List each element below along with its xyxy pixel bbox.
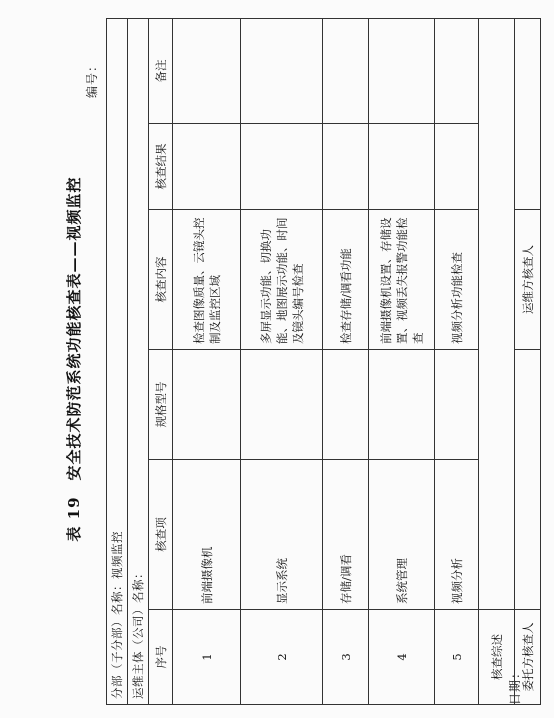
row-content: 视频分析功能检查 <box>435 210 479 350</box>
header-spec: 规格型号 <box>149 350 173 460</box>
header-result: 核查结果 <box>149 124 173 210</box>
row-no: 2 <box>241 610 323 705</box>
summary-row <box>479 18 515 704</box>
operator-line: 运维主体（公司）名称： <box>128 18 149 704</box>
summary-label: 核查综述 <box>479 610 515 705</box>
row-result <box>323 124 369 210</box>
number-label: 编号： <box>85 58 99 98</box>
table-row <box>173 18 241 704</box>
table-row <box>435 18 479 704</box>
row-content: 检查图像质量、云镜头控制及监控区域 <box>173 210 241 350</box>
row-remark <box>241 18 323 123</box>
row-spec <box>435 350 479 460</box>
row-remark <box>435 18 479 123</box>
row-no: 4 <box>369 610 435 705</box>
row-content: 多屏显示功能、切换功能、地图展示功能、时间及镜头编号检查 <box>241 210 323 350</box>
row-no: 5 <box>435 610 479 705</box>
table-row <box>369 18 435 704</box>
row-content: 检查存储/调看功能 <box>323 210 369 350</box>
row-remark <box>369 18 435 123</box>
row-remark <box>323 18 369 123</box>
row-remark <box>173 18 241 123</box>
row-spec <box>323 350 369 460</box>
row-item: 存储/调看 <box>323 460 369 610</box>
row-spec <box>173 350 241 460</box>
operator-checker-value <box>515 18 541 209</box>
header-remark: 备注 <box>149 18 173 123</box>
row-no: 3 <box>323 610 369 705</box>
row-item: 系统管理 <box>369 460 435 610</box>
summary-value <box>479 18 515 609</box>
row-item: 视频分析 <box>435 460 479 610</box>
table-row <box>323 18 369 704</box>
operator-checker-label: 运维方核查人 <box>515 210 541 350</box>
row-no: 1 <box>173 610 241 705</box>
row-result <box>435 124 479 210</box>
row-spec <box>369 350 435 460</box>
division-line: 分部（子分部）名称：视频监控 <box>107 18 128 704</box>
table-row <box>241 18 323 704</box>
client-checker-value <box>515 350 541 610</box>
form-title: 表 19 安全技术防范系统功能核查表——视频监控 <box>65 176 83 542</box>
row-item: 显示系统 <box>241 460 323 610</box>
client-checker-label: 委托方核查人 <box>515 610 541 705</box>
header-content: 核查内容 <box>149 210 173 350</box>
row-item: 前端摄像机 <box>173 460 241 610</box>
row-result <box>241 124 323 210</box>
row-result <box>173 124 241 210</box>
header-item: 核查项 <box>149 460 173 610</box>
date-label: 日期： <box>508 665 522 705</box>
row-result <box>369 124 435 210</box>
row-content: 前端摄像机设置、存储设置、视频丢失报警功能检查 <box>369 210 435 350</box>
row-spec <box>241 350 323 460</box>
inspection-table <box>106 18 541 705</box>
table-header-row <box>149 18 173 704</box>
header-no: 序号 <box>149 610 173 705</box>
signature-row <box>515 18 541 704</box>
